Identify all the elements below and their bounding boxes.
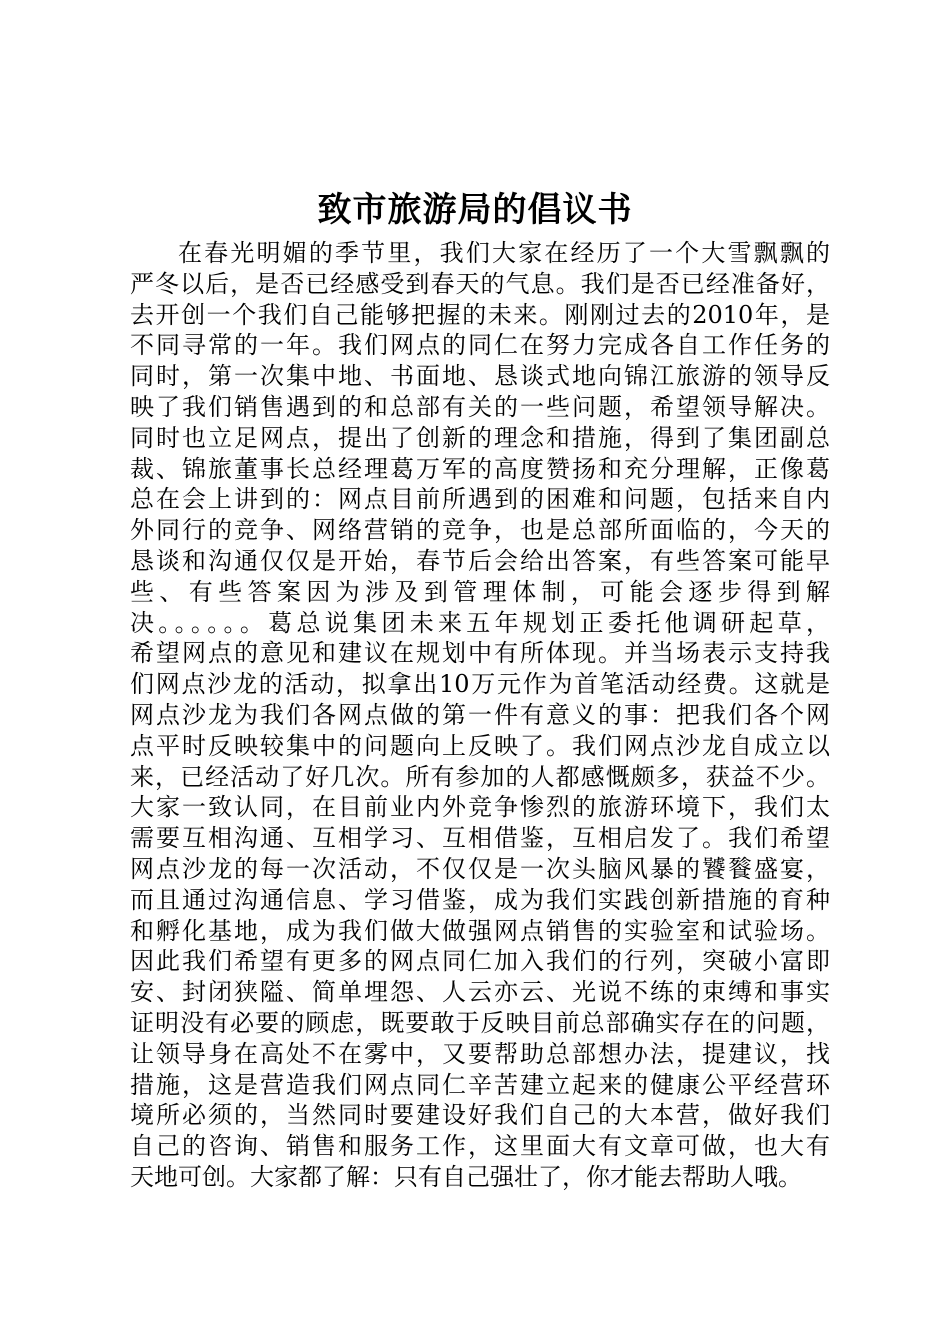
body-line: 去开创一个我们自己能够把握的未来。刚刚过去的2010年，是 (130, 300, 830, 329)
body-line: 裁、锦旅董事长总经理葛万军的高度赞扬和充分理解，正像葛 (130, 454, 830, 483)
body-line: 点平时反映较集中的问题向上反映了。我们网点沙龙自成立以 (130, 731, 830, 760)
body-line: 大家一致认同，在目前业内外竞争惨烈的旅游环境下，我们太 (130, 793, 830, 822)
body-line: 证明没有必要的顾虑，既要敢于反映目前总部确实存在的问题， (130, 1008, 830, 1037)
body-line: 需要互相沟通、互相学习、互相借鉴，互相启发了。我们希望 (130, 824, 830, 853)
body-line: 映了我们销售遇到的和总部有关的一些问题，希望领导解决。 (130, 392, 830, 421)
document-body (130, 238, 830, 1193)
body-line: 同时，第一次集中地、书面地、恳谈式地向锦江旅游的领导反 (130, 362, 830, 391)
body-line: 恳谈和沟通仅仅是开始，春节后会给出答案，有些答案可能早 (130, 546, 830, 575)
body-line: 网点沙龙的每一次活动，不仅仅是一次头脑风暴的饕餮盛宴， (130, 854, 830, 883)
body-line: 自己的咨询、销售和服务工作，这里面大有文章可做，也大有 (130, 1132, 830, 1161)
body-line: 安、封闭狭隘、简单埋怨、人云亦云、光说不练的束缚和事实 (130, 978, 830, 1007)
body-line: 网点沙龙为我们各网点做的第一件有意义的事：把我们各个网 (130, 700, 830, 729)
body-line: 和孵化基地，成为我们做大做强网点销售的实验室和试验场。 (130, 916, 830, 945)
body-line: 些、有些答案因为涉及到管理体制，可能会逐步得到解 (130, 577, 830, 606)
body-line: 严冬以后，是否已经感受到春天的气息。我们是否已经准备好， (130, 269, 830, 298)
body-line: 让领导身在高处不在雾中，又要帮助总部想办法，提建议，找 (130, 1039, 830, 1068)
body-line: 措施，这是营造我们网点同仁辛苦建立起来的健康公平经营环 (130, 1070, 830, 1099)
body-line: 同时也立足网点，提出了创新的理念和措施，得到了集团副总 (130, 423, 830, 452)
body-line: 总在会上讲到的：网点目前所遇到的困难和问题，包括来自内 (130, 485, 830, 514)
body-line: 因此我们希望有更多的网点同仁加入我们的行列，突破小富即 (130, 947, 830, 976)
body-line: 在春光明媚的季节里，我们大家在经历了一个大雪飘飘的 (178, 239, 830, 267)
body-line: 天地可创。大家都了解：只有自己强壮了，你才能去帮助人哦。 (130, 1162, 802, 1191)
body-line: 希望网点的意见和建议在规划中有所体现。并当场表示支持我 (130, 639, 830, 668)
body-line: 不同寻常的一年。我们网点的同仁在努力完成各自工作任务的 (130, 331, 830, 360)
body-line: 们网点沙龙的活动，拟拿出10万元作为首笔活动经费。这就是 (130, 670, 830, 699)
body-line: 外同行的竞争、网络营销的竞争，也是总部所面临的，今天的 (130, 516, 830, 545)
document-title: 致市旅游局的倡议书 (317, 190, 633, 230)
body-line: 而且通过沟通信息、学习借鉴，成为我们实践创新措施的育种 (130, 885, 830, 914)
body-line: 决。。。。。。葛总说集团未来五年规划正委托他调研起草， (130, 608, 830, 637)
body-line: 来，已经活动了好几次。所有参加的人都感慨颇多，获益不少。 (130, 762, 830, 791)
body-line: 境所必须的，当然同时要建设好我们自己的大本营，做好我们 (130, 1101, 830, 1130)
